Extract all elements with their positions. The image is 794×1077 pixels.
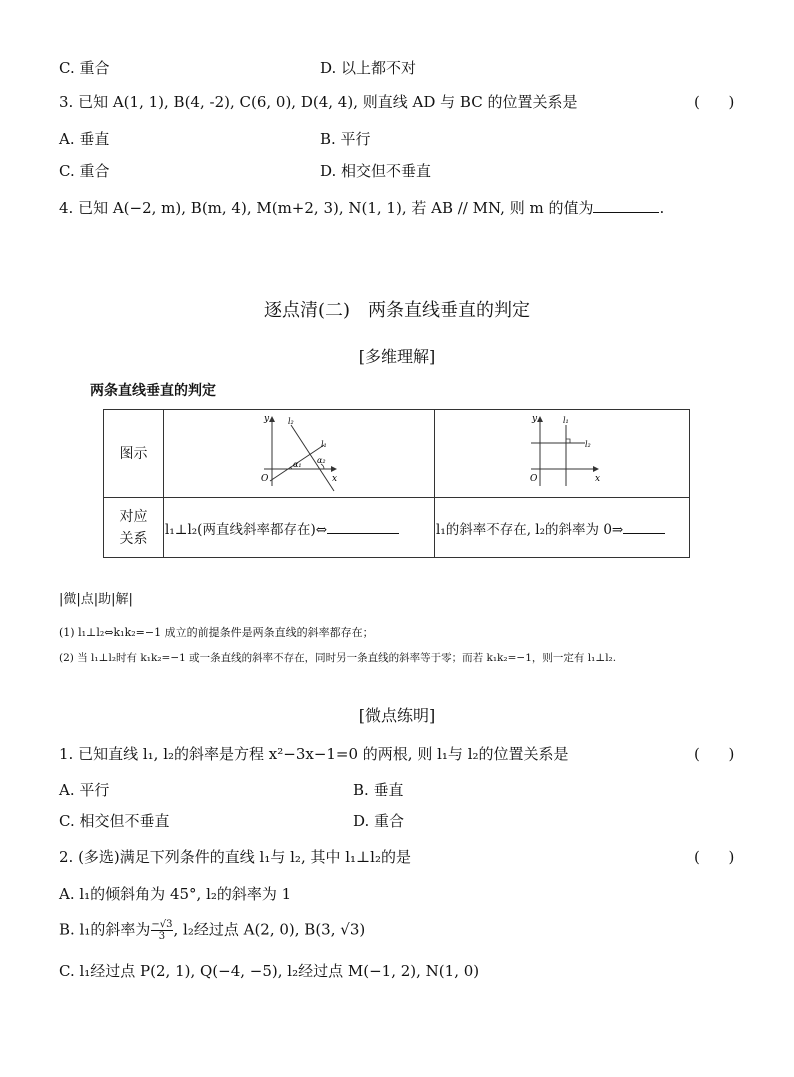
q4-answer-blank [593, 211, 659, 213]
subsection-practice: [微点练明] [358, 706, 436, 725]
section-title: 逐点清(二) 两条直线垂直的判定 [263, 300, 531, 321]
q2-option-d: D. 以上都不对 [320, 59, 417, 77]
row-label-relation-line1: 对应 [119, 508, 148, 525]
perpendicular-criteria-table [103, 409, 690, 558]
p1-option-c: C. 相交但不垂直 [59, 812, 170, 830]
q3-stem: 3. 已知 A(1, 1), B(4, -2), C(6, 0), D(4, 4), 则直线 AD 与 BC 的位置关系是 [59, 93, 578, 111]
fraction-denominator: 3 [158, 931, 166, 942]
p1-option-b: B. 垂直 [353, 781, 404, 799]
y-axis-label: y [264, 413, 270, 424]
tip-line-2: (2) 当 l₁⊥l₂时有 k₁k₂=−1 或一条直线的斜率不存在，同时另一条直线的斜率等于零；而若 k₁k₂=−1，则一定有 l₁⊥l₂. [59, 652, 617, 664]
figure-cell-right [435, 410, 690, 498]
fraction-numerator: −√3 [151, 919, 173, 930]
p2-option-b [59, 919, 365, 942]
l1-label: l₁ [563, 415, 569, 425]
p2-stem: 2. (多选)满足下列条件的直线 l₁与 l₂, 其中 l₁⊥l₂的是 [59, 848, 411, 866]
p1-option-a: A. 平行 [59, 781, 110, 799]
q4-stem-text: 4. 已知 A(−2, m), B(m, 4), M(m+2, 3), N(1, 1), 若 AB // MN, 则 m 的值为 [59, 199, 594, 217]
l2-label: l₂ [585, 439, 591, 449]
p2-option-a: A. l₁的倾斜角为 45°, l₂的斜率为 1 [59, 885, 292, 903]
right-angle-mark [566, 439, 570, 443]
q2-option-c: C. 重合 [59, 59, 110, 77]
l1-label: l₁ [321, 439, 327, 449]
table-caption: 两条直线垂直的判定 [90, 383, 216, 399]
relation-cell-right [435, 498, 690, 558]
p1-option-d: D. 重合 [353, 812, 405, 830]
relation-cell-left [164, 498, 435, 558]
p1-answer-paren: ( ) [694, 745, 735, 763]
diagram-vertical-horizontal-lines [435, 411, 689, 497]
q4-stem [59, 198, 664, 218]
q4-stem-end: . [659, 199, 665, 217]
line-l2 [291, 425, 334, 491]
q3-option-d: D. 相交但不垂直 [320, 162, 432, 180]
origin-label: O [530, 473, 538, 484]
relation-right-blank [623, 532, 665, 534]
p1-stem: 1. 已知直线 l₁, l₂的斜率是方程 x²−3x−1=0 的两根, 则 l₁与 l₂的位置关系是 [59, 745, 569, 763]
origin-label: O [261, 473, 269, 484]
p2-answer-paren: ( ) [694, 848, 735, 866]
x-axis-label: x [595, 473, 601, 484]
p2-option-b-post: , l₂经过点 A(2, 0), B(3, √3) [173, 920, 366, 939]
p2-option-b-pre: B. l₁的斜率为 [59, 920, 151, 939]
l2-label: l₂ [288, 416, 294, 426]
row-label-relation-line2: 关系 [119, 530, 148, 547]
x-axis-label: x [332, 473, 338, 484]
row-label-figure: 图示 [104, 410, 164, 498]
relation-left-text: l₁⊥l₂(两直线斜率都存在)⇔ [165, 521, 328, 538]
diagram-two-slanted-lines [164, 411, 432, 497]
p2-option-b-fraction [151, 919, 172, 942]
y-axis-label: y [532, 413, 538, 424]
p2-option-c: C. l₁经过点 P(2, 1), Q(−4, −5), l₂经过点 M(−1, 2), N(1, 0) [59, 962, 480, 980]
tip-header: |微|点|助|解| [59, 592, 133, 607]
subsection-multidimensional-understanding: [多维理解] [358, 347, 436, 366]
q3-option-a: A. 垂直 [59, 130, 110, 148]
row-label-relation [104, 498, 164, 558]
relation-right-text: l₁的斜率不存在, l₂的斜率为 0⇒ [436, 521, 624, 538]
q3-answer-paren: ( ) [694, 93, 735, 111]
q3-option-b: B. 平行 [320, 130, 371, 148]
figure-cell-left [164, 410, 435, 498]
relation-left-blank [327, 532, 399, 534]
alpha2-label: α₂ [317, 455, 326, 465]
q3-option-c: C. 重合 [59, 162, 110, 180]
tip-line-1: (1) l₁⊥l₂⇔k₁k₂=−1 成立的前提条件是两条直线的斜率都存在； [59, 626, 374, 639]
alpha1-label: α₁ [293, 459, 302, 469]
